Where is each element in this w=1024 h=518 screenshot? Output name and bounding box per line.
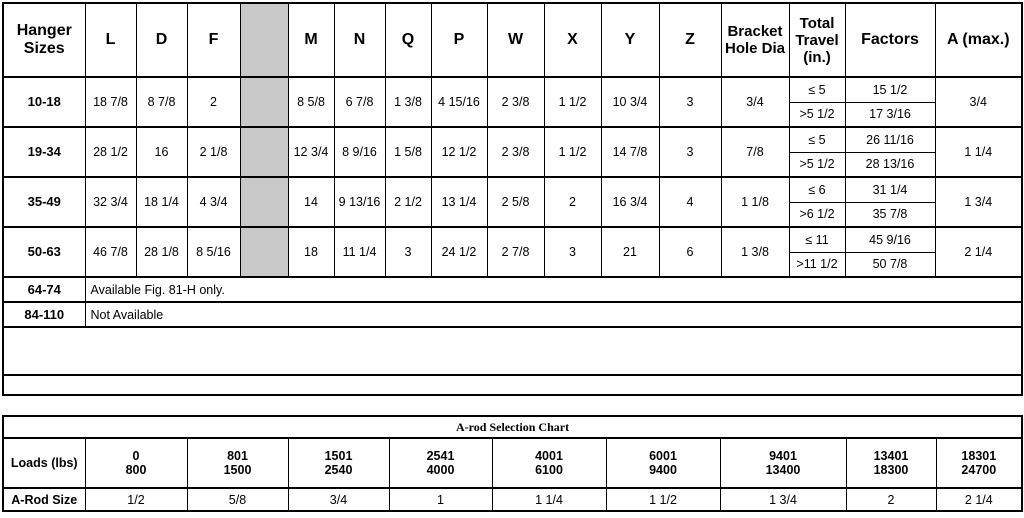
hanger-size-cell: 50-63 — [3, 227, 85, 277]
cell-n: 8 9/16 — [334, 127, 385, 177]
header-q: Q — [385, 3, 431, 77]
header-w: W — [487, 3, 544, 77]
loads-label: Loads (lbs) — [3, 438, 85, 488]
cell-w: 2 3/8 — [487, 77, 544, 127]
blank-cell — [3, 375, 1022, 395]
cell-l: 28 1/2 — [85, 127, 136, 177]
header-factors: Factors — [845, 3, 935, 77]
a-rod-size-cell: 1 3/4 — [720, 488, 846, 511]
cell-a-max: 2 1/4 — [935, 227, 1022, 277]
note-row — [3, 277, 1022, 302]
hanger-size-cell: 84-110 — [3, 302, 85, 327]
a-rod-size-cell: 1 1/4 — [492, 488, 606, 511]
cell-m: 18 — [288, 227, 334, 277]
cell-f: 2 — [187, 77, 240, 127]
header-m: M — [288, 3, 334, 77]
load-range-cell: 6001 9400 — [606, 438, 720, 488]
a-rod-size-cell: 1 1/2 — [606, 488, 720, 511]
cell-l: 32 3/4 — [85, 177, 136, 227]
header-total-travel: Total Travel (in.) — [789, 3, 845, 77]
cell-q: 1 5/8 — [385, 127, 431, 177]
cell-travel: >11 1/2 — [789, 252, 845, 277]
cell-factor: 15 1/2 — [845, 77, 935, 102]
cell-d: 16 — [136, 127, 187, 177]
table-row — [3, 127, 1022, 152]
a-rod-chart-title: A-rod Selection Chart — [3, 416, 1022, 438]
cell-factor: 31 1/4 — [845, 177, 935, 202]
a-rod-size-row — [3, 488, 1022, 511]
table-row — [3, 77, 1022, 102]
cell-z: 4 — [659, 177, 721, 227]
header-row — [3, 3, 1022, 77]
cell-n: 11 1/4 — [334, 227, 385, 277]
header-y: Y — [601, 3, 659, 77]
note-row — [3, 302, 1022, 327]
cell-w: 2 5/8 — [487, 177, 544, 227]
table-row — [3, 177, 1022, 202]
header-l: L — [85, 3, 136, 77]
cell-a-max: 1 3/4 — [935, 177, 1022, 227]
cell-d: 28 1/8 — [136, 227, 187, 277]
cell-z: 3 — [659, 127, 721, 177]
load-range-cell: 4001 6100 — [492, 438, 606, 488]
blank-cell — [3, 327, 1022, 375]
cell-z: 3 — [659, 77, 721, 127]
note-text: Available Fig. 81-H only. — [85, 277, 1022, 302]
load-range-cell: 0 800 — [85, 438, 187, 488]
a-rod-title-row — [3, 416, 1022, 438]
load-range-cell: 18301 24700 — [936, 438, 1022, 488]
cell-travel: ≤ 5 — [789, 127, 845, 152]
cell-f: 4 3/4 — [187, 177, 240, 227]
cell-bracket: 1 3/8 — [721, 227, 789, 277]
cell-bracket: 3/4 — [721, 77, 789, 127]
load-range-cell: 801 1500 — [187, 438, 288, 488]
cell-l: 18 7/8 — [85, 77, 136, 127]
hanger-size-cell: 64-74 — [3, 277, 85, 302]
load-range-cell: 1501 2540 — [288, 438, 389, 488]
cell-p: 4 15/16 — [431, 77, 487, 127]
cell-x: 1 1/2 — [544, 127, 601, 177]
cell-factor: 17 3/16 — [845, 102, 935, 127]
cell-travel: >6 1/2 — [789, 202, 845, 227]
blank-row — [3, 327, 1022, 375]
blank-row — [3, 375, 1022, 395]
cell-d: 18 1/4 — [136, 177, 187, 227]
table-row — [3, 227, 1022, 252]
cell-w: 2 7/8 — [487, 227, 544, 277]
cell-m: 14 — [288, 177, 334, 227]
cell-y: 16 3/4 — [601, 177, 659, 227]
cell-m: 12 3/4 — [288, 127, 334, 177]
cell-p: 12 1/2 — [431, 127, 487, 177]
cell-m: 8 5/8 — [288, 77, 334, 127]
a-rod-size-cell: 3/4 — [288, 488, 389, 511]
gray-column-cell — [240, 127, 288, 177]
cell-y: 14 7/8 — [601, 127, 659, 177]
cell-d: 8 7/8 — [136, 77, 187, 127]
cell-factor: 28 13/16 — [845, 152, 935, 177]
a-rod-size-cell: 2 1/4 — [936, 488, 1022, 511]
cell-y: 10 3/4 — [601, 77, 659, 127]
note-text: Not Available — [85, 302, 1022, 327]
cell-l: 46 7/8 — [85, 227, 136, 277]
cell-q: 2 1/2 — [385, 177, 431, 227]
cell-factor: 35 7/8 — [845, 202, 935, 227]
load-range-cell: 2541 4000 — [389, 438, 492, 488]
a-rod-selection-table — [2, 415, 1023, 512]
cell-x: 2 — [544, 177, 601, 227]
cell-bracket: 7/8 — [721, 127, 789, 177]
hanger-size-cell: 10-18 — [3, 77, 85, 127]
cell-f: 8 5/16 — [187, 227, 240, 277]
cell-q: 3 — [385, 227, 431, 277]
header-p: P — [431, 3, 487, 77]
a-rod-size-cell: 2 — [846, 488, 936, 511]
load-range-cell: 9401 13400 — [720, 438, 846, 488]
cell-a-max: 3/4 — [935, 77, 1022, 127]
gray-column-cell — [240, 77, 288, 127]
cell-x: 1 1/2 — [544, 77, 601, 127]
cell-factor: 45 9/16 — [845, 227, 935, 252]
header-z: Z — [659, 3, 721, 77]
cell-x: 3 — [544, 227, 601, 277]
header-f: F — [187, 3, 240, 77]
hanger-size-cell: 35-49 — [3, 177, 85, 227]
a-rod-size-label: A-Rod Size — [3, 488, 85, 511]
cell-p: 13 1/4 — [431, 177, 487, 227]
cell-a-max: 1 1/4 — [935, 127, 1022, 177]
cell-travel: ≤ 6 — [789, 177, 845, 202]
cell-q: 1 3/8 — [385, 77, 431, 127]
cell-p: 24 1/2 — [431, 227, 487, 277]
gray-column-cell — [240, 177, 288, 227]
a-rod-size-cell: 1 — [389, 488, 492, 511]
cell-travel: >5 1/2 — [789, 102, 845, 127]
cell-z: 6 — [659, 227, 721, 277]
load-range-cell: 13401 18300 — [846, 438, 936, 488]
cell-n: 6 7/8 — [334, 77, 385, 127]
header-d: D — [136, 3, 187, 77]
cell-bracket: 1 1/8 — [721, 177, 789, 227]
header-bracket-hole-dia: Bracket Hole Dia — [721, 3, 789, 77]
gray-column-header — [240, 3, 288, 77]
cell-f: 2 1/8 — [187, 127, 240, 177]
cell-factor: 50 7/8 — [845, 252, 935, 277]
cell-w: 2 3/8 — [487, 127, 544, 177]
a-rod-size-cell: 5/8 — [187, 488, 288, 511]
loads-row — [3, 438, 1022, 488]
header-x: X — [544, 3, 601, 77]
cell-y: 21 — [601, 227, 659, 277]
cell-travel: ≤ 11 — [789, 227, 845, 252]
a-rod-size-cell: 1/2 — [85, 488, 187, 511]
header-hanger-sizes: Hanger Sizes — [3, 3, 85, 77]
cell-factor: 26 11/16 — [845, 127, 935, 152]
header-n: N — [334, 3, 385, 77]
header-a-max: A (max.) — [935, 3, 1022, 77]
cell-travel: ≤ 5 — [789, 77, 845, 102]
hanger-size-cell: 19-34 — [3, 127, 85, 177]
hanger-dimensions-table — [2, 2, 1023, 396]
cell-n: 9 13/16 — [334, 177, 385, 227]
cell-travel: >5 1/2 — [789, 152, 845, 177]
gray-column-cell — [240, 227, 288, 277]
